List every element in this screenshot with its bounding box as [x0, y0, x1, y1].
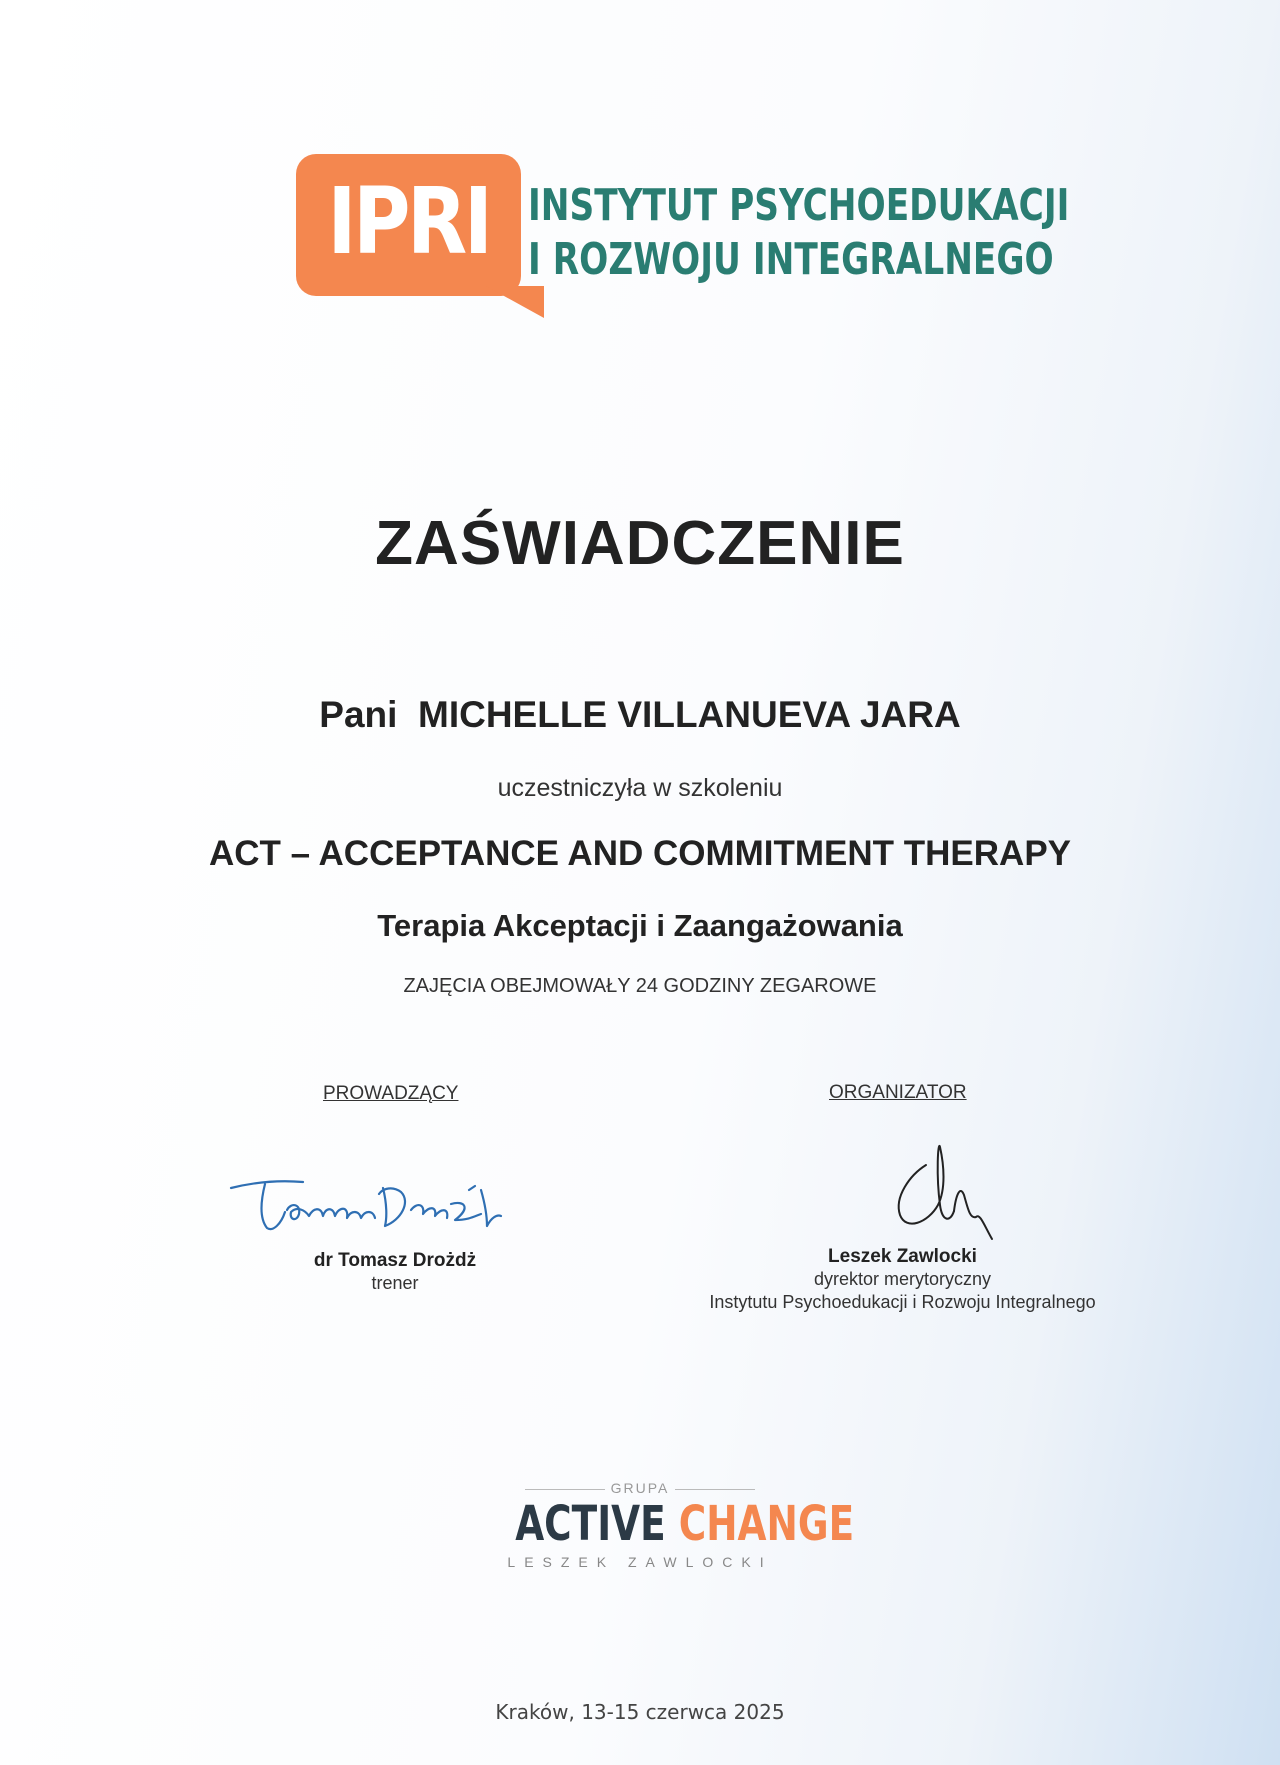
lead-heading: PROWADZĄCY: [323, 1083, 459, 1104]
course-title-polish: Terapia Akceptacji i Zaangażowania: [377, 908, 903, 943]
logo-line-1: INSTYTUT PSYCHOEDUKACJI: [528, 180, 1070, 231]
lead-name: dr Tomasz Drożdż: [313, 1250, 477, 1271]
lead-role: trener: [371, 1273, 419, 1293]
certificate-title: ZAŚWIADCZENIE: [375, 509, 905, 578]
ipri-logo: [296, 154, 1070, 304]
brand-subtitle: LESZEK ZAWLOCKI: [507, 1554, 773, 1570]
logo-line-2: I ROZWOJU INTEGRALNEGO: [528, 234, 1054, 285]
lead-signature-block: [300, 1249, 490, 1295]
hours-note: ZAJĘCIA OBEJMOWAŁY 24 GODZINY ZEGAROWE: [403, 975, 877, 997]
recipient-name: MICHELLE VILLANUEVA JARA: [418, 694, 961, 735]
place-date: Kraków, 13-15 czerwca 2025: [495, 1700, 785, 1724]
recipient-salutation: Pani: [319, 694, 398, 735]
brand-change: CHANGE: [678, 1496, 855, 1552]
brand-active: ACTIVE: [515, 1496, 666, 1552]
organizer-heading: ORGANIZATOR: [829, 1082, 967, 1103]
organizer-role: dyrektor merytoryczny: [813, 1269, 992, 1289]
logo-bubble-tail: [486, 286, 544, 318]
brand-group-text: GRUPA: [610, 1480, 670, 1496]
logo-letters: IPRI: [327, 168, 490, 275]
organizer-name: Leszek Zawlocki: [828, 1246, 977, 1267]
brand-main: [515, 1496, 855, 1552]
recipient-line: [0, 694, 1280, 736]
course-title: ACT – ACCEPTANCE AND COMMITMENT THERAPY: [208, 834, 1072, 873]
brand-group-label: [480, 1480, 800, 1496]
active-change-logo: [480, 1480, 855, 1570]
organizer-signature-block: [690, 1245, 1115, 1314]
participation-text: uczestniczyła w szkoleniu: [497, 774, 783, 802]
lead-signature: [225, 1160, 505, 1240]
organizer-institution: Instytutu Psychoedukacji i Rozwoju Integralnego: [709, 1292, 1096, 1312]
organizer-signature: [880, 1135, 1010, 1245]
